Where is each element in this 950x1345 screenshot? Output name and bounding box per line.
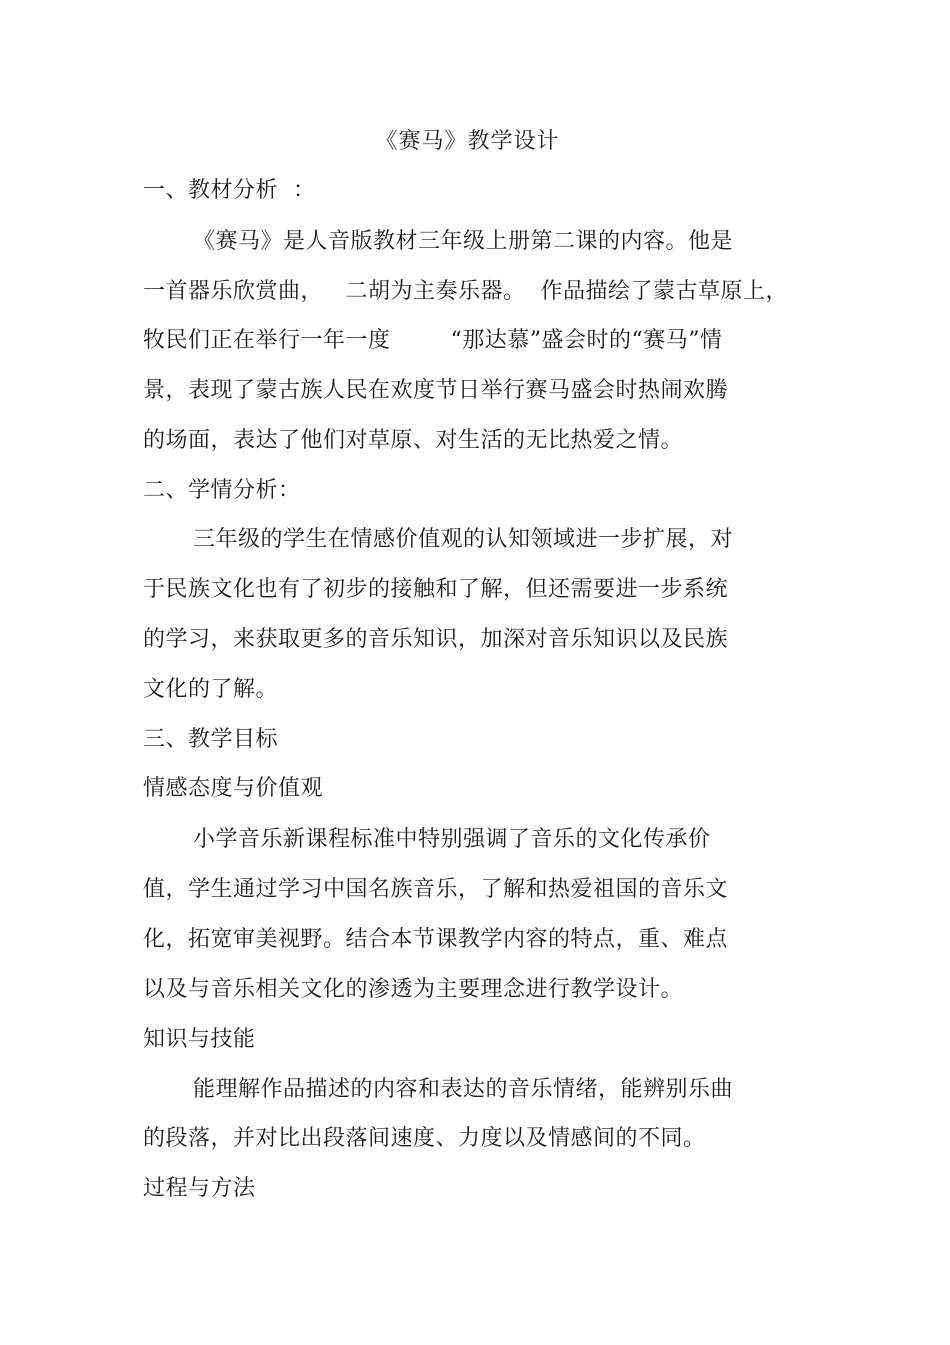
paragraph-line: 的学习，来获取更多的音乐知识，加深对音乐知识以及民族 [143,627,729,652]
paragraph-line: 三年级的学生在情感价值观的认知领域进一步扩展，对 [193,527,734,552]
document-title: 《赛马》教学设计 [375,129,560,154]
paragraph-line: 以及与音乐相关文化的渗透为主要理念进行教学设计。 [143,977,684,1002]
paragraph-line: 一首器乐欣赏曲， 二胡为主奏乐器。 作品描绘了蒙古草原上， [143,279,788,304]
section-heading-material-analysis: 一、教材分析 ： [143,178,316,203]
subheading-attitude-values: 情感态度与价值观 [143,776,324,801]
paragraph-line: 的场面，表达了他们对草原、对生活的无比热爱之情。 [143,428,684,453]
paragraph-line: 的段落，并对比出段落间速度、力度以及情感间的不同。 [143,1126,706,1151]
paragraph-line: 于民族文化也有了初步的接触和了解，但还需要进一步系统 [143,577,729,602]
paragraph-line: 值，学生通过学习中国名族音乐，了解和热爱祖国的音乐文 [143,877,729,902]
paragraph-line: 文化的了解。 [143,677,279,702]
section-heading-teaching-goals: 三、教学目标 [143,727,279,752]
paragraph-line: 《赛马》是人音版教材三年级上册第二课的内容。他是 [193,229,734,254]
paragraph-line: 景，表现了蒙古族人民在欢度节日举行赛马盛会时热闹欢腾 [143,378,729,403]
paragraph-line: 能理解作品描述的内容和表达的音乐情绪，能辨别乐曲 [193,1077,734,1102]
subheading-knowledge-skills: 知识与技能 [143,1027,256,1052]
paragraph-line: 化，拓宽审美视野。结合本节课教学内容的特点，重、难点 [143,927,729,952]
section-heading-student-analysis: 二、学情分析： [143,478,301,503]
paragraph-line: 牧民们正在举行一年一度 “那达慕”盛会时的“赛马”情 [143,328,723,353]
subheading-process-methods: 过程与方法 [143,1176,256,1201]
paragraph-line: 小学音乐新课程标准中特别强调了音乐的文化传承价 [193,827,711,852]
